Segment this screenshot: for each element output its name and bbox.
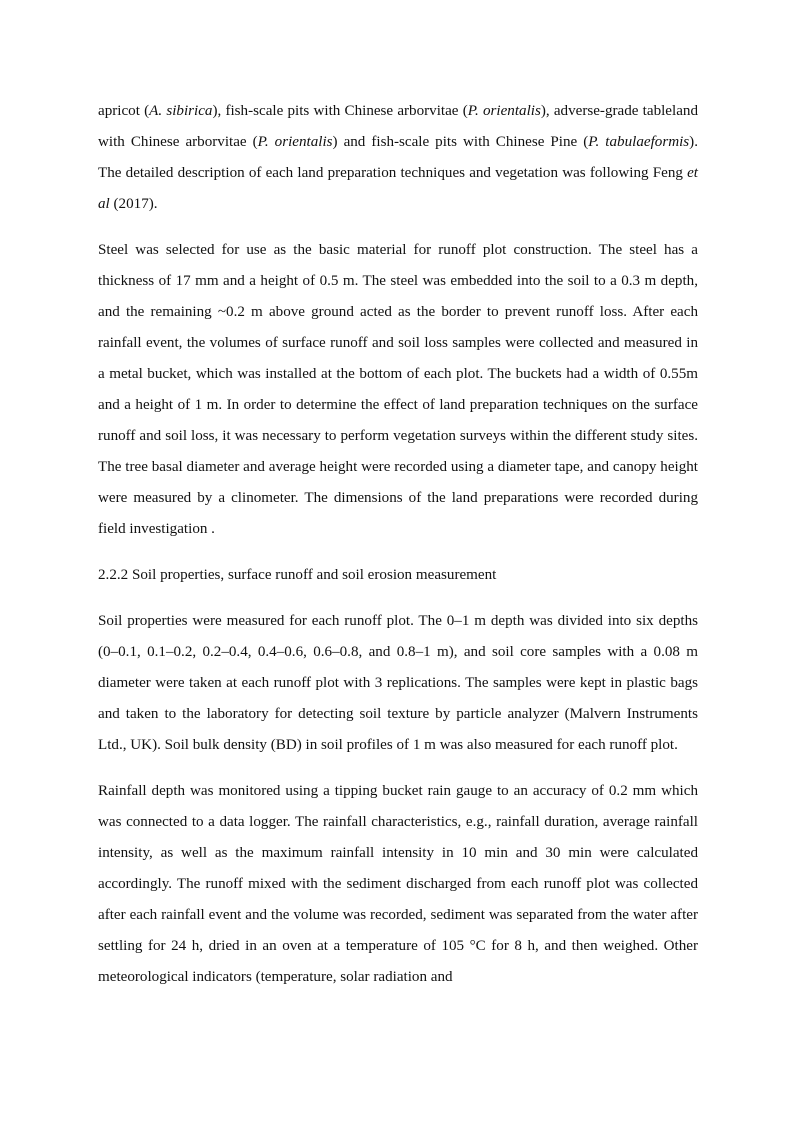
italic-term: A. sibirica	[149, 103, 213, 119]
document-page	[98, 96, 698, 1008]
paragraph-runoff-plot-construction: Steel was selected for use as the basic material for runoff plot construction. The steel has a thickness of 17 mm and a height of 0.5 m. The steel was embedded into the soil to a 0.3 m depth, and the remaining ~0.2 m above ground acted as the border to prevent runoff loss. After each rainfall event, the volumes of surface runoff and soil loss samples were collected and measured in a metal bucket, which was installed at the bottom of each plot. The buckets had a width of 0.55m and a height of 1 m. In order to determine the effect of land preparation techniques on the surface runoff and soil loss, it was necessary to perform vegetation surveys within the different study sites. The tree basal diameter and average height were recorded using a diameter tape, and canopy height were measured by a clinometer. The dimensions of the land preparations were recorded during field investigation .	[98, 242, 698, 537]
italic-term: P. orientalis	[257, 134, 333, 150]
paragraph-soil-properties: Soil properties were measured for each runoff plot. The 0–1 m depth was divided into six depths (0–0.1, 0.1–0.2, 0.2–0.4, 0.4–0.6, 0.6–0.8, and 0.8–1 m), and soil core samples with a 0.08 m diameter were taken at each runoff plot with 3 replications. The samples were kept in plastic bags and taken to the laboratory for detecting soil texture by particle analyzer (Malvern Instruments Ltd., UK). Soil bulk density (BD) in soil profiles of 1 m was also measured for each runoff plot.	[98, 613, 698, 753]
section-heading-2-2-2: 2.2.2 Soil properties, surface runoff and soil erosion measurement	[98, 567, 497, 583]
italic-term: P. orientalis	[467, 103, 541, 119]
italic-term: P. tabulaeformis	[588, 134, 690, 150]
paragraph-rainfall-measurement: Rainfall depth was monitored using a tipping bucket rain gauge to an accuracy of 0.2 mm which was connected to a data logger. The rainfall characteristics, e.g., rainfall duration, average rainfall intensity, as well as the maximum rainfall intensity in 10 min and 30 min were calculated accordingly. The runoff mixed with the sediment discharged from each runoff plot was collected after each rainfall event and the volume was recorded, sediment was separated from the water after settling for 24 h, dried in an oven at a temperature of 105 °C for 8 h, and then weighed. Other meteorological indicators (temperature, solar radiation and	[98, 783, 698, 985]
paragraph-land-preparation: apricot (A. sibirica), fish-scale pits with Chinese arborvitae (P. orientalis), adverse-grade tableland with Chinese arborvitae (P. orientalis) and fish-scale pits with Chinese Pine (P. tabulaeformis). The detailed description of each land preparation techniques and vegetation was following Feng et al (2017).	[98, 103, 698, 212]
italic-term: et al	[98, 165, 698, 212]
